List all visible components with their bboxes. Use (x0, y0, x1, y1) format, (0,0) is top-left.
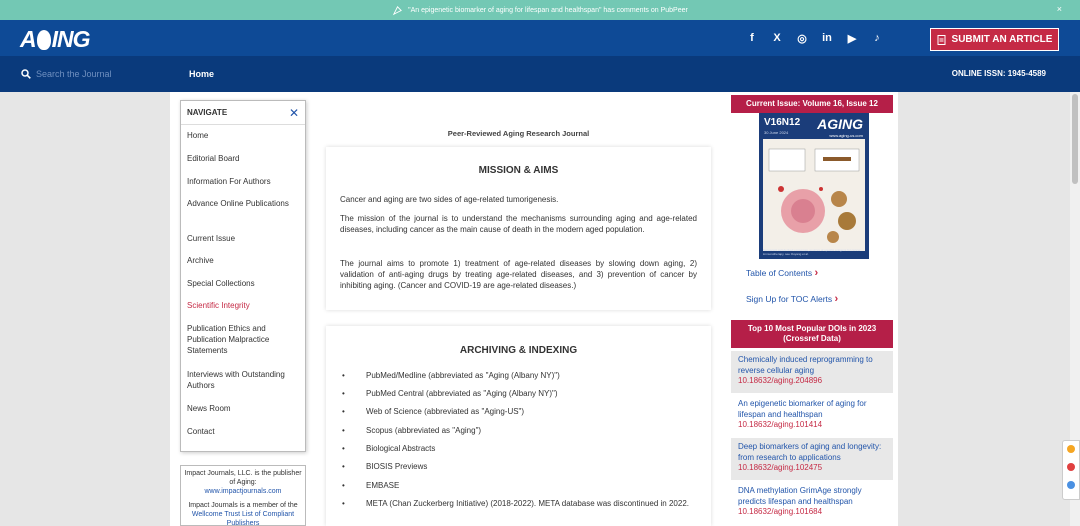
nav-item-contact[interactable]: Contact (187, 427, 215, 436)
nav-item-news-room[interactable]: News Room (187, 404, 231, 413)
tiktok-icon[interactable]: ♪ (874, 32, 880, 44)
nav-item-editorial-board[interactable]: Editorial Board (187, 154, 240, 163)
nav-item-special-collections[interactable]: Special Collections (187, 279, 255, 288)
x-twitter-icon[interactable]: X (773, 32, 781, 44)
cover-date: 30 June 2024 (764, 130, 789, 135)
index-item: • PubMed/Medline (abbreviated as "Aging (Albany NY)") (340, 370, 700, 381)
publisher-info-box (180, 465, 306, 526)
popular-item[interactable]: DNA methylation GrimAge strongly predicts lifespan and healthspan 10.18632/aging.101684 (738, 486, 862, 516)
publisher-text: Impact Journals, LLC. is the publisher of Aging: (184, 470, 302, 486)
mission-paragraph-3: The journal aims to promote 1) treatment of age-related diseases by slowing down aging, 2) validation of anti-aging drugs by treating age-related diseases, and 3) prevention of cancer by inhibiting aging. (Cancer and COVID-19 are age-related diseases.) (340, 259, 697, 290)
popular-item[interactable]: Chemically induced reprogramming to reverse cellular aging 10.18632/aging.204896 (731, 351, 893, 393)
mission-title: MISSION & AIMS (478, 165, 559, 176)
issue-cover-image[interactable] (759, 113, 869, 259)
mission-paragraph-2: The mission of the journal is to understand the mechanisms surrounding aging and age-related diseases, including cancer as the main cause of death in the modern aged population. (340, 214, 697, 234)
main-navbar (0, 56, 1080, 92)
document-icon (937, 35, 946, 45)
index-item: • Scopus (abbreviated as "Aging") (340, 425, 700, 436)
nav-item-interviews[interactable]: Interviews with Outstanding Authors (187, 370, 285, 390)
notice-close-icon[interactable]: × (1056, 4, 1062, 14)
cover-logo: AGING (817, 116, 863, 132)
nav-item-current-issue[interactable]: Current Issue (187, 234, 236, 243)
index-item: • BIOSIS Previews (340, 461, 700, 472)
navigate-panel (180, 100, 306, 452)
pubpeer-icon (392, 5, 403, 16)
current-issue-header[interactable]: Current Issue: Volume 16, Issue 12 (731, 95, 893, 113)
archiving-card (326, 326, 711, 526)
submit-article-button[interactable]: SUBMIT AN ARTICLE (930, 28, 1059, 51)
mission-paragraph-1: Cancer and aging are two sides of age-related tumorigenesis. (340, 195, 559, 204)
archiving-title: ARCHIVING & INDEXING (459, 345, 578, 356)
member-text: Impact Journals is a member of the (188, 502, 298, 509)
nav-item-information-for-authors[interactable]: Information For Authors (187, 177, 271, 186)
cover-art (763, 139, 865, 251)
search-input[interactable] (36, 66, 156, 82)
scrollbar-thumb[interactable] (1072, 94, 1078, 184)
altmetric-widget[interactable] (1062, 440, 1080, 500)
online-issn: ONLINE ISSN: 1945-4589 (951, 69, 1046, 78)
publisher-link[interactable]: www.impactjournals.com (204, 488, 282, 495)
cover-url: www.aging-us.com (829, 133, 863, 138)
brand-bar (0, 20, 1080, 56)
search-icon[interactable] (21, 69, 31, 79)
badge-icon (1067, 463, 1075, 471)
index-item: • Biological Abstracts (340, 443, 700, 454)
index-item: • PubMed Central (abbreviated as "Aging (Albany NY)") (340, 388, 700, 399)
popular-dois-header: Top 10 Most Popular DOIs in 2023 (Crossref Data) (731, 320, 893, 348)
navigate-header (181, 101, 305, 125)
notice-text[interactable]: "An epigenetic biomarker of aging for lifespan and healthspan" has comments on PubPeer (408, 6, 688, 14)
nav-item-home[interactable]: Home (187, 131, 209, 140)
mission-card (326, 147, 711, 310)
badge-icon (1067, 445, 1075, 453)
navigate-title: NAVIGATE (187, 108, 228, 117)
cover-volume: V16N12 (764, 117, 801, 128)
nav-home-link[interactable]: Home (189, 69, 215, 79)
chevron-right-icon: › (834, 293, 839, 305)
popular-item[interactable]: Deep biomarkers of aging and longevity: from research to applications 10.18632/aging.102475 (731, 438, 893, 480)
cover-illustration (763, 139, 865, 251)
popular-item[interactable]: An epigenetic biomarker of aging for lifespan and healthspan 10.18632/aging.101414 (738, 399, 867, 429)
linkedin-icon[interactable]: in (822, 32, 832, 44)
chevron-right-icon: › (814, 267, 819, 279)
nav-item-advance-online-publications[interactable]: Advance Online Publications (187, 199, 289, 208)
close-icon[interactable]: ✕ (288, 105, 299, 120)
nav-item-scientific-integrity[interactable]: Scientific Integrity (187, 301, 250, 310)
index-item: • EMBASE (340, 480, 700, 491)
pubpeer-notice-bar (0, 0, 1080, 20)
social-links (745, 31, 884, 45)
aging-logo[interactable]: A ING (20, 26, 90, 52)
badge-icon (1067, 481, 1075, 489)
index-item: • Web of Science (abbreviated as "Aging-US") (340, 406, 700, 417)
table-of-contents-link[interactable]: Table of Contents › (746, 267, 819, 279)
youtube-icon[interactable]: ▶ (847, 32, 857, 45)
journal-subtitle: Peer-Reviewed Aging Research Journal (447, 129, 590, 138)
toc-alerts-link[interactable]: Sign Up for TOC Alerts › (746, 293, 839, 305)
nav-item-publication-ethics[interactable]: Publication Ethics and Publication Malpractice Statements (187, 324, 270, 355)
wellcome-trust-link[interactable]: Wellcome Trust List of Compliant Publishers (191, 511, 295, 526)
facebook-icon[interactable]: f (750, 32, 754, 44)
index-item: • META (Chan Zuckerberg Initiative) (2018-2022). META database was discontinued in 2022. (340, 498, 700, 509)
cover-caption: Senescent cell-derived exosomes, sources of specific antigens for cancer immunotherapy, see Ouyang et al. (763, 248, 861, 256)
nav-item-archive[interactable]: Archive (187, 256, 214, 265)
instagram-icon[interactable]: ◎ (797, 32, 807, 45)
